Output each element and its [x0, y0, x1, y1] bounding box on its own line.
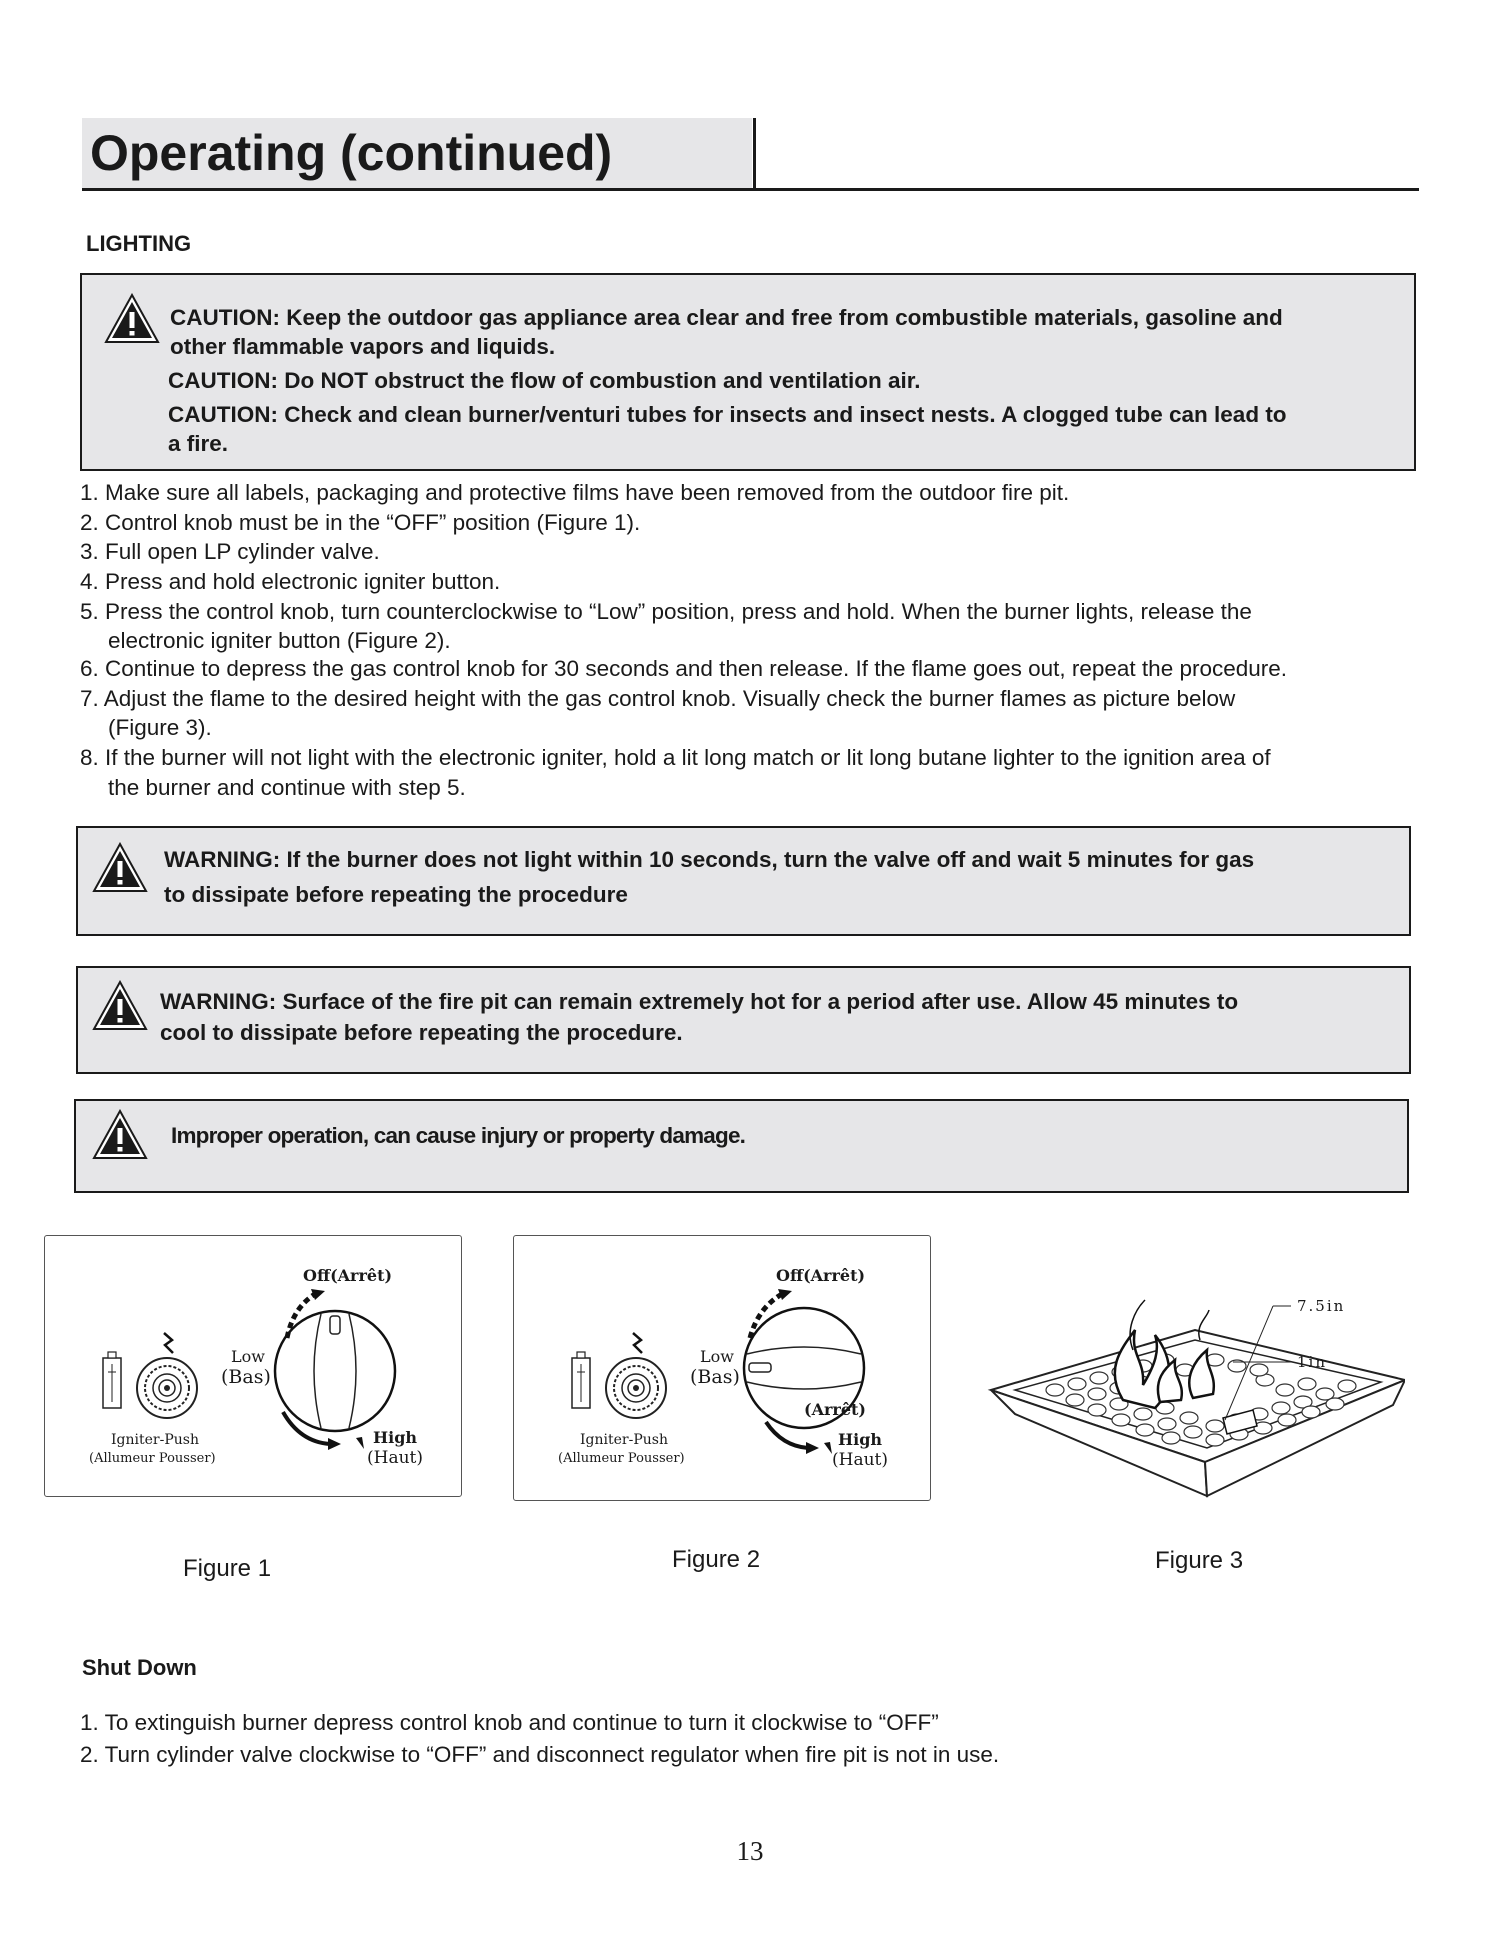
figure-2-caption: Figure 2 — [672, 1546, 761, 1573]
page-number: 13 — [736, 1836, 764, 1866]
warning-1-line-2: to dissipate before repeating the procedure — [164, 882, 628, 907]
list-item: 8. If the burner will not light with the electronic igniter, hold a lit long match or lit long butane lighter to the ignition area of — [80, 745, 1271, 770]
list-item: 6. Continue to depress the gas control knob for 30 seconds and then release. If the flame goes out, repeat the procedure. — [80, 656, 1288, 681]
warning-1-line-1: WARNING: If the burner does not light within 10 seconds, turn the valve off and wait 5 minutes for gas — [164, 847, 1255, 872]
caution-line-5: a fire. — [168, 431, 229, 456]
lighting-heading: LIGHTING — [86, 231, 192, 256]
list-item-continuation: (Figure 3). — [108, 715, 212, 740]
warning-triangle-icon — [92, 842, 148, 894]
list-item: 7. Adjust the flame to the desired height with the gas control knob. Visually check the burner flames as picture below — [80, 686, 1236, 711]
title-rule — [82, 188, 1419, 191]
igniter-label: Igniter-Push — [580, 1432, 668, 1448]
low-fr-label: (Bas) — [690, 1366, 740, 1388]
page-title: Operating (continued) — [90, 125, 613, 181]
shutdown-heading: Shut Down — [82, 1655, 197, 1680]
list-item: 2. Control knob must be in the “OFF” position (Figure 1). — [80, 510, 641, 535]
caution-line-2: other flammable vapors and liquids. — [170, 334, 556, 359]
warning-box-2 — [76, 966, 1411, 1074]
dimension-side: 1in — [1297, 1353, 1328, 1371]
control-knob-off-diagram — [45, 1236, 463, 1498]
low-fr-label: (Bas) — [221, 1366, 271, 1388]
caution-line-1: CAUTION: Keep the outdoor gas appliance area clear and free from combustible materials, gasoline and — [170, 305, 1283, 330]
list-item-continuation: electronic igniter button (Figure 2). — [108, 628, 451, 653]
figure-1-caption: Figure 1 — [183, 1555, 272, 1582]
title-divider — [753, 118, 756, 190]
warning-box-1 — [76, 826, 1411, 936]
off-label: Off(Arrêt) — [303, 1266, 393, 1285]
high-label: High — [373, 1428, 418, 1447]
warning-box-3 — [74, 1099, 1409, 1193]
figure-2 — [513, 1235, 931, 1501]
high-label: High — [838, 1430, 883, 1449]
low-label: Low — [700, 1347, 734, 1366]
warning-triangle-icon — [92, 1109, 148, 1161]
igniter-fr-label: (Allumeur Pousser) — [558, 1451, 685, 1466]
high-fr-label: (Haut) — [367, 1448, 424, 1468]
low-label: Low — [231, 1347, 265, 1366]
list-item: 2. Turn cylinder valve clockwise to “OFF” and disconnect regulator when fire pit is not in use. — [80, 1742, 1000, 1767]
list-item: 1. Make sure all labels, packaging and protective films have been removed from the outdoor fire pit. — [80, 480, 1070, 505]
off-label: Off(Arrêt) — [776, 1266, 866, 1285]
figure-3-caption: Figure 3 — [1155, 1547, 1244, 1574]
control-knob-low-diagram — [514, 1236, 932, 1502]
list-item: 1. To extinguish burner depress control knob and continue to turn it clockwise to “OFF” — [80, 1710, 939, 1735]
warning-triangle-icon — [92, 980, 148, 1032]
caution-line-4: CAUTION: Check and clean burner/venturi tubes for insects and insect nests. A clogged tube can lead to — [168, 402, 1287, 427]
list-item: 5. Press the control knob, turn counterclockwise to “Low” position, press and hold. When the burner lights, release the — [80, 599, 1252, 624]
caution-line-3: CAUTION: Do NOT obstruct the flow of combustion and ventilation air. — [168, 368, 921, 393]
warning-3-text: Improper operation, can cause injury or property damage. — [171, 1123, 746, 1148]
warning-2-line-2: cool to dissipate before repeating the procedure. — [160, 1020, 683, 1045]
list-item: 4. Press and hold electronic igniter button. — [80, 569, 501, 594]
igniter-fr-label: (Allumeur Pousser) — [89, 1451, 216, 1466]
dimension-top: 7.5in — [1297, 1297, 1346, 1315]
warning-2-line-1: WARNING: Surface of the fire pit can remain extremely hot for a period after use. Allow 45 minutes to — [160, 989, 1239, 1014]
arret-label: (Arrêt) — [804, 1400, 866, 1419]
list-item-continuation: the burner and continue with step 5. — [108, 775, 466, 800]
igniter-label: Igniter-Push — [111, 1432, 199, 1448]
figure-1 — [44, 1235, 462, 1497]
caution-box — [80, 273, 1416, 471]
warning-triangle-icon — [104, 293, 160, 345]
list-item: 3. Full open LP cylinder valve. — [80, 539, 380, 564]
fire-pit-flame-diagram — [985, 1290, 1405, 1510]
high-fr-label: (Haut) — [832, 1450, 889, 1470]
